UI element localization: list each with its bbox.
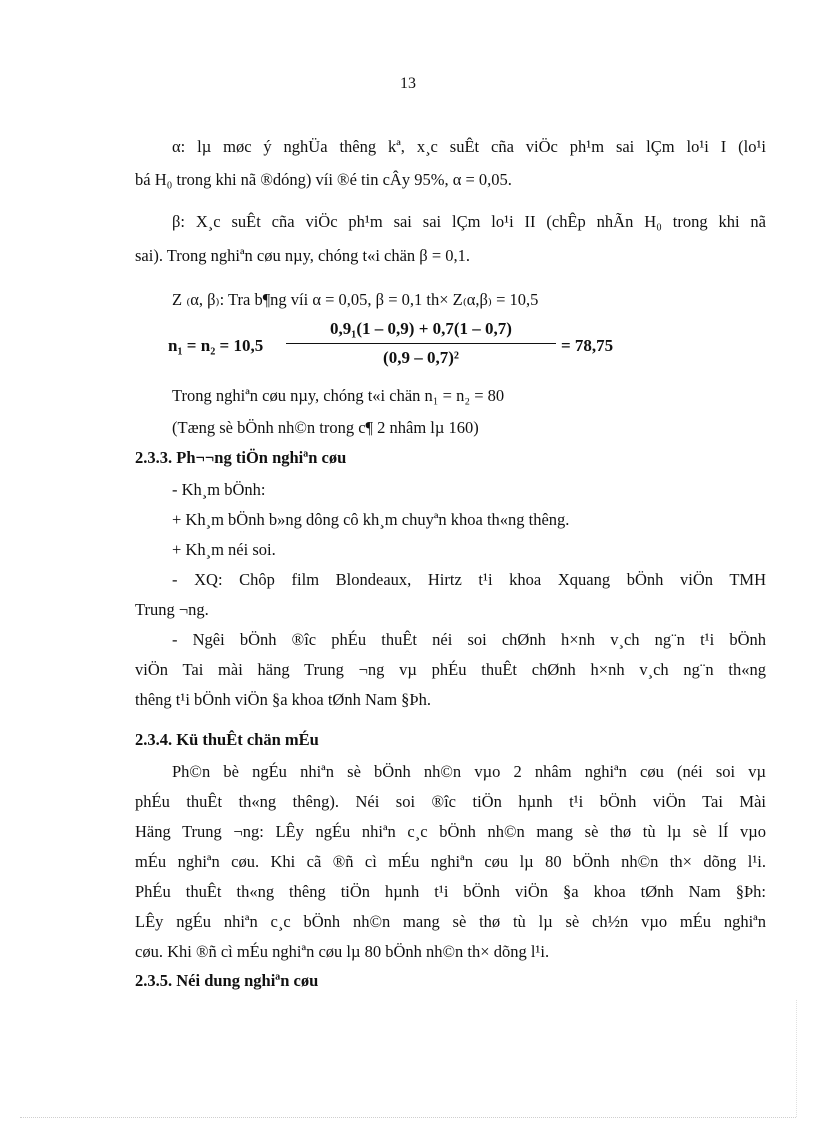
page-number: 13 (400, 75, 416, 92)
patients-line-3: thêng t¹i bÖnh viÖn §a khoa tØnh Nam §Þh. (135, 690, 431, 709)
alpha-definition-line-2: bá H₀ trong khi nã ®dóng) víi ®é tin cÂy 95%, α = 0,05. (135, 170, 512, 189)
heading-2-3-4: 2.3.4. Kü thuÊt chän mÉu (135, 730, 319, 749)
paragraph-line-3: Häng Trung ¬ng: LÊy ngÉu nhiªn c¸c bÖnh nh©n mang sè thø tù lµ sè lÍ vµo (135, 822, 766, 841)
page-bottom-border (20, 1117, 796, 1118)
total-patients-line: (Tæng sè bÖnh nh©n trong c¶ 2 nhâm lµ 160) (172, 418, 479, 437)
paragraph-line-7: cøu. Khi ®ñ cì mÉu nghiªn cøu lµ 80 bÖnh nh©n th× dõng l¹i. (135, 942, 550, 961)
fraction-bar (286, 343, 556, 344)
paragraph-line-2: phÉu thuÊt th«ng thêng). Néi soi ®îc tiÖn hµnh t¹i bÖnh viÖn Tai Mài (135, 792, 766, 811)
paragraph-line-1: Ph©n bè ngÉu nhiªn sè bÖnh nh©n vµo 2 nhâm nghiªn cøu (néi soi vµ (172, 762, 766, 781)
paragraph-line-4: mÉu nghiªn cøu. Khi cã ®ñ cì mÉu nghiªn cøu lµ 80 bÖnh nh©n th× dõng l¹i. (135, 852, 766, 871)
paragraph-line-5: PhÉu thuÊt th«ng thêng tiÖn hµnh t¹i bÖnh viÖn §a khoa tØnh Nam §Þh: (135, 882, 766, 901)
patients-line-1: - Ngêi bÖnh ®îc phÉu thuÊt néi soi chØnh h×nh v¸ch ng¨n t¹i bÖnh (172, 630, 766, 649)
formula-lhs: n₁ = n₂ = 10,5 (168, 336, 264, 355)
formula-rhs: = 78,75 (561, 336, 614, 355)
xq-line-2: Trung ¬ng. (135, 600, 209, 619)
xq-line-1: - XQ: Chôp film Blondeaux, Hirtz t¹i khoa Xquang bÖnh viÖn TMH (172, 570, 766, 589)
sample-size-formula (168, 318, 614, 374)
alpha-definition-line-1: α: lµ møc ý nghÜa thêng kª, x¸c suÊt cña viÖc ph¹m sai lÇm lo¹i I (lo¹i (172, 137, 766, 156)
kham-benh-item: - Kh¸m bÖnh: (172, 480, 266, 499)
page-right-border (796, 1000, 797, 1117)
formula-denominator: (0,9 – 0,7)² (383, 348, 459, 367)
sample-choice-line: Trong nghiªn cøu nµy, chóng t«i chän n₁ = n₂ = 80 (172, 386, 505, 405)
z-value-line: Z ₍α, β₎: Tra b¶ng víi α = 0,05, β = 0,1 th× Z₍α,β₎ = 10,5 (172, 290, 539, 309)
beta-definition-line-1: β: X¸c suÊt cña viÖc ph¹m sai sai lÇm lo¹i II (chÊp nhÃn H₀ trong khi nã (172, 212, 766, 231)
formula-numerator: 0,9₁(1 – 0,9) + 0,7(1 – 0,7) (330, 319, 512, 338)
kham-noi-soi-item: + Kh¸m néi soi. (172, 540, 276, 559)
paragraph-line-6: LÊy ngÉu nhiªn c¸c bÖnh nh©n mang sè thø tù lµ sè ch½n vµo mÉu nghiªn (135, 912, 766, 931)
heading-2-3-5: 2.3.5. Néi dung nghiªn cøu (135, 971, 319, 990)
patients-line-2: viÖn Tai mài häng Trung ¬ng vµ phÉu thuÊt chØnh h×nh v¸ch ng¨n th«ng (135, 660, 766, 679)
kham-benh-sub-item-1: + Kh¸m bÖnh b»ng dông cô kh¸m chuyªn khoa th«ng thêng. (172, 510, 570, 529)
heading-2-3-3: 2.3.3. Ph¬¬ng tiÖn nghiªn cøu (135, 448, 347, 467)
beta-definition-line-2: sai). Trong nghiªn cøu nµy, chóng t«i chän β = 0,1. (135, 246, 471, 265)
